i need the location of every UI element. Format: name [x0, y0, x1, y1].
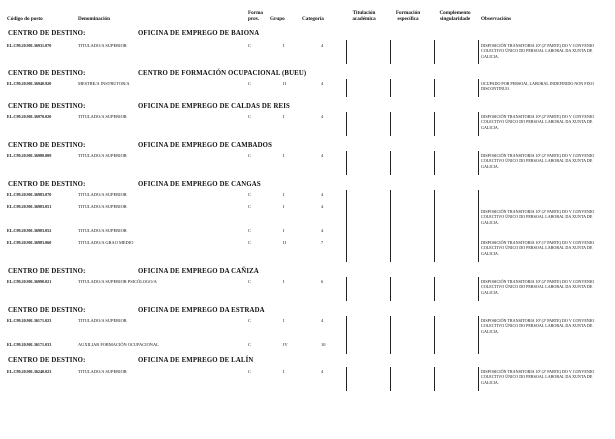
- row-forma: C: [248, 240, 251, 245]
- row-grupo: IV: [283, 342, 288, 347]
- row-grupo: I: [283, 43, 285, 48]
- header-titulacion-line1: Titulación: [352, 10, 376, 16]
- header-titulacion-line2: académica: [352, 15, 376, 22]
- header-denominacion: Denominación: [78, 16, 110, 22]
- header-forma-prov: [248, 11, 263, 22]
- row-grupo: I: [283, 114, 285, 119]
- row-grupo: I: [283, 153, 285, 158]
- row-categoria: 4: [321, 204, 324, 209]
- row-denominacion: TITULADO/A GRAO MEDIO: [78, 240, 134, 245]
- row-codigo: EL.C99.20.901.36970.020: [7, 114, 52, 119]
- row-forma: C: [248, 342, 251, 347]
- header-grupo: Grupo: [270, 16, 285, 22]
- section-name: OFICINA DE EMPREGO DE CAMBADOS: [138, 142, 273, 149]
- row-categoria: 4: [321, 369, 324, 374]
- row-grupo: I: [283, 228, 285, 233]
- section-name: OFICINA DE EMPREGO DE LALÍN: [138, 357, 254, 364]
- section-name: OFICINA DE EMPREGO DE CANGAS: [138, 181, 261, 188]
- row-categoria: 10: [321, 342, 326, 347]
- row-observacions: OCUPADO POR PERSOAL LABORAL INDEFINIDO NON FIXO DISCONTINUO.: [481, 81, 594, 92]
- section-label: CENTRO DE DESTINO:: [8, 30, 86, 37]
- row-codigo: EL.C99.20.901.36931.070: [7, 43, 52, 48]
- row-codigo: EL.C99.20.901.36990.021: [7, 279, 52, 284]
- row-codigo: EL.C99.20.901.36983.051: [7, 204, 52, 209]
- row-grupo: I: [283, 318, 285, 323]
- row-denominacion: TITULADO/A SUPERIOR: [78, 369, 127, 374]
- header-complemento: [434, 11, 476, 22]
- row-categoria: 4: [321, 43, 324, 48]
- section-label: CENTRO DE DESTINO:: [8, 103, 86, 110]
- header-forma-line1: Forma: [248, 10, 263, 16]
- row-forma: C: [248, 279, 251, 284]
- row-grupo: II: [283, 240, 286, 245]
- row-forma: C: [248, 318, 251, 323]
- row-observacions: DISPOSICIÓN TRANSITORIA 10ª (2ª PARTE) DO V CONVENIO COLECTIVO ÚNICO DO PERSOAL LABORAL DA XUNTA DE GALICIA.: [481, 43, 595, 59]
- row-denominacion: TITULADO/A SUPERIOR: [78, 192, 127, 197]
- row-grupo: I: [283, 279, 285, 284]
- row-observacions: DISPOSICIÓN TRANSITORIA 10ª (2ª PARTE) DO V CONVENIO COLECTIVO ÚNICO DO PERSOAL LABORAL DA XUNTA DE GALICIA.: [481, 153, 595, 169]
- row-denominacion: TITULADO/A SUPERIOR: [78, 153, 127, 158]
- header-complemento-line2: singularidade: [439, 15, 471, 22]
- row-observacions: DISPOSICIÓN TRANSITORIA 10ª (2ª PARTE) DO V CONVENIO COLECTIVO ÚNICO DO PERSOAL LABORAL DA XUNTA DE GALICIA.: [481, 369, 595, 385]
- row-codigo: EL.C99.20.901.36983.070: [7, 192, 52, 197]
- row-denominacion: TITULADO/A SUPERIOR: [78, 228, 127, 233]
- row-denominacion: TITULADO/A SUPERIOR PSICÓLOGO/A: [78, 279, 157, 284]
- row-codigo: EL.C99.20.901.36940.920: [7, 81, 52, 86]
- row-categoria: 6: [321, 279, 324, 284]
- row-codigo: EL.C99.20.901.36171.023: [7, 318, 52, 323]
- row-forma: C: [248, 228, 251, 233]
- header-categoria: Categoría: [302, 16, 324, 22]
- row-codigo: EL.C99.20.901.36983.052: [7, 228, 52, 233]
- row-forma: C: [248, 369, 251, 374]
- section-label: CENTRO DE DESTINO:: [8, 357, 86, 364]
- header-codigo: Código do posto: [7, 16, 43, 22]
- row-categoria: 7: [321, 240, 324, 245]
- section-label: CENTRO DE DESTINO:: [8, 181, 86, 188]
- row-forma: C: [248, 192, 251, 197]
- row-codigo: EL.C99.20.901.36983.060: [7, 240, 52, 245]
- row-forma: C: [248, 81, 251, 86]
- row-codigo: EL.C99.20.901.36240.023: [7, 369, 52, 374]
- row-denominacion: TITULADO/A SUPERIOR: [78, 318, 127, 323]
- header-titulacion: [346, 11, 382, 22]
- row-forma: C: [248, 204, 251, 209]
- row-denominacion: TITULADO/A SUPERIOR: [78, 204, 127, 209]
- row-grupo: II: [283, 81, 286, 86]
- row-denominacion: AUXILIAR FORMACIÓN OCUPACIONAL: [78, 342, 159, 347]
- section-label: CENTRO DE DESTINO:: [8, 268, 86, 275]
- row-categoria: 4: [321, 153, 324, 158]
- header-formacion: [390, 11, 426, 22]
- header-formacion-line1: Formación: [395, 10, 421, 16]
- row-grupo: I: [283, 192, 285, 197]
- section-label: CENTRO DE DESTINO:: [8, 142, 86, 149]
- section-name: CENTRO DE FORMACIÓN OCUPACIONAL (BUEU): [138, 70, 307, 77]
- section-name: OFICINA DE EMPREGO DE BAIONA: [138, 30, 260, 37]
- row-forma: C: [248, 153, 251, 158]
- row-denominacion: TITULADO/A SUPERIOR: [78, 114, 127, 119]
- row-denominacion: MESTRE/A INSTRUTOR/A: [78, 81, 130, 86]
- row-forma: C: [248, 114, 251, 119]
- row-categoria: 4: [321, 114, 324, 119]
- row-observacions: DISPOSICIÓN TRANSITORIA 10ª (2ª PARTE) DO V CONVENIO COLECTIVO ÚNICO DO PERSOAL LABORAL DA XUNTA DE GALICIA.: [481, 209, 595, 225]
- section-name: OFICINA DE EMPREGO DA CAÑIZA: [138, 268, 259, 275]
- row-categoria: 4: [321, 228, 324, 233]
- row-grupo: I: [283, 369, 285, 374]
- section-label: CENTRO DE DESTINO:: [8, 70, 86, 77]
- row-observacions: DISPOSICIÓN TRANSITORIA 10ª (1ª PARTE) DO V CONVENIO COLECTIVO ÚNICO DO PERSOAL LABORAL DA XUNTA DE GALICIA.: [481, 240, 595, 256]
- row-categoria: 4: [321, 81, 324, 86]
- header-formacion-line2: específica: [397, 15, 419, 22]
- header-complemento-line1: Complemento: [439, 10, 471, 16]
- row-observacions: DISPOSICIÓN TRANSITORIA 10ª (2ª PARTE) DO V CONVENIO COLECTIVO ÚNICO DO PERSOAL LABORAL DA XUNTA DE GALICIA.: [481, 114, 595, 130]
- section-label: CENTRO DE DESTINO:: [8, 307, 86, 314]
- row-codigo: EL.C99.20.901.36171.033: [7, 342, 52, 347]
- header-observacions: Observacións: [481, 16, 511, 22]
- row-categoria: 4: [321, 318, 324, 323]
- row-observacions: DISPOSICIÓN TRANSITORIA 10ª (2ª PARTE) DO V CONVENIO COLECTIVO ÚNICO DO PERSOAL LABORAL DA XUNTA DE GALICIA.: [481, 318, 595, 334]
- row-codigo: EL.C99.20.901.36980.009: [7, 153, 52, 158]
- row-observacions: DISPOSICIÓN TRANSITORIA 10ª (2ª PARTE) DO V CONVENIO COLECTIVO ÚNICO DO PERSOAL LABORAL DA XUNTA DE GALICIA.: [481, 279, 595, 295]
- row-grupo: I: [283, 204, 285, 209]
- row-denominacion: TITULADO/A SUPERIOR: [78, 43, 127, 48]
- header-forma-line2: prov.: [248, 15, 260, 22]
- row-forma: C: [248, 43, 251, 48]
- row-categoria: 4: [321, 192, 324, 197]
- section-name: OFICINA DE EMPREGO DE CALDAS DE REIS: [138, 103, 290, 110]
- section-name: OFICINA DE EMPREGO DA ESTRADA: [138, 307, 265, 314]
